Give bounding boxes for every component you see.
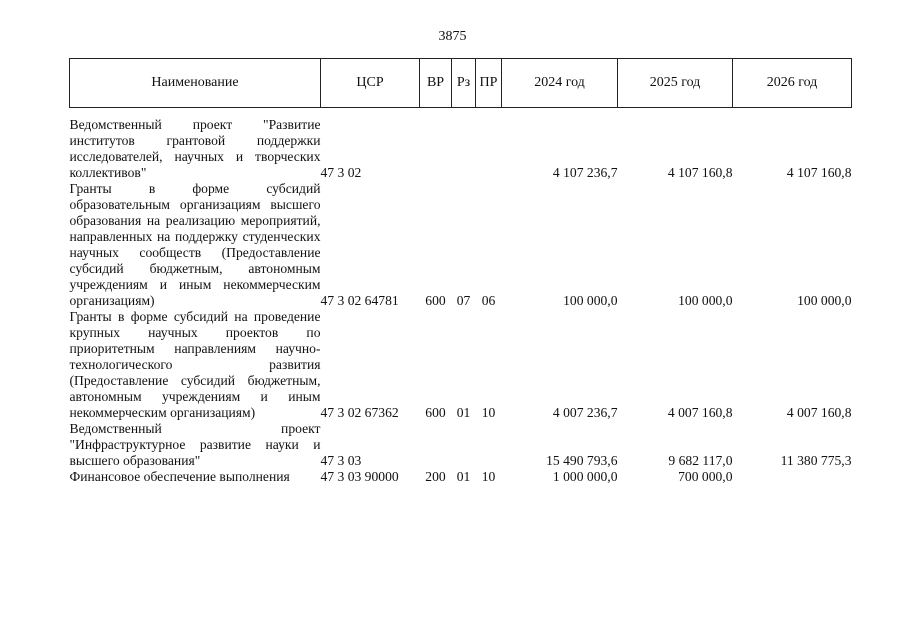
row-rz: 07 (456, 293, 471, 308)
row-rz (452, 421, 476, 469)
table-row (70, 309, 852, 421)
row-2024: 4 107 236,7 (552, 165, 618, 180)
row-vr (420, 108, 452, 182)
row-name: Финансовое обеспечение выполнения (69, 469, 290, 484)
row-2025: 700 000,0 (678, 469, 733, 484)
table-row (70, 181, 852, 309)
header-2024: 2024 год (502, 59, 618, 108)
row-csr: 47 3 03 90000 (320, 469, 399, 484)
row-2025: 4 107 160,8 (667, 165, 733, 180)
row-pr: 06 (481, 293, 496, 308)
row-vr: 600 (425, 293, 446, 308)
row-2026: 100 000,0 (797, 293, 852, 308)
row-2024: 100 000,0 (563, 293, 618, 308)
row-rz: 01 (456, 405, 471, 420)
row-rz: 01 (456, 469, 471, 484)
row-2026: 4 107 160,8 (786, 165, 852, 180)
row-2024: 15 490 793,6 (546, 453, 618, 468)
page-number: 3875 (438, 29, 467, 44)
row-vr (420, 421, 452, 469)
row-vr: 600 (425, 405, 446, 420)
header-csr: ЦСР (321, 59, 420, 108)
row-csr: 47 3 02 64781 (320, 293, 399, 308)
header-vr: ВР (420, 59, 452, 108)
table-row (70, 108, 852, 182)
row-2025: 100 000,0 (678, 293, 733, 308)
table-row (70, 421, 852, 469)
row-pr (476, 421, 502, 469)
row-2026 (733, 469, 852, 485)
header-2026: 2026 год (733, 59, 852, 108)
header-2025: 2025 год (618, 59, 733, 108)
row-pr: 10 (481, 469, 496, 484)
row-csr: 47 3 02 (320, 165, 362, 180)
row-csr: 47 3 02 67362 (320, 405, 399, 420)
row-name: Гранты в форме субсидий образовательным организациям высшего образования на реализацию мероприятий, направленных на поддержку студенческих научных сообществ (Предоставление субсидий бюджетным, автономным учреждениям и иным некоммерческим организациям) (69, 181, 321, 308)
table-row (70, 469, 852, 485)
row-pr (476, 108, 502, 182)
row-name: Гранты в форме субсидий на проведение крупных научных проектов по приоритетным направлениям научно-технологического развития (Предоставление субсидий бюджетным, автономным учреждениям и иным некоммерческим организациям) (69, 309, 321, 420)
row-2024: 1 000 000,0 (552, 469, 618, 484)
header-pr: ПР (476, 59, 502, 108)
header-name: Наименование (70, 59, 321, 108)
budget-table (69, 58, 852, 485)
row-pr: 10 (481, 405, 496, 420)
row-2024: 4 007 236,7 (552, 405, 618, 420)
row-2025: 9 682 117,0 (668, 453, 733, 468)
row-csr: 47 3 03 (320, 453, 362, 468)
header-rz: Рз (452, 59, 476, 108)
row-name: Ведомственный проект "Развитие институтов грантовой поддержки исследователей, научных и творческих коллективов" (69, 117, 321, 180)
row-2026: 4 007 160,8 (786, 405, 852, 420)
table-header (70, 59, 852, 108)
row-2026: 11 380 775,3 (780, 453, 852, 468)
row-rz (452, 108, 476, 182)
row-vr: 200 (425, 469, 446, 484)
row-2025: 4 007 160,8 (667, 405, 733, 420)
row-name: Ведомственный проект "Инфраструктурное развитие науки и высшего образования" (69, 421, 321, 468)
